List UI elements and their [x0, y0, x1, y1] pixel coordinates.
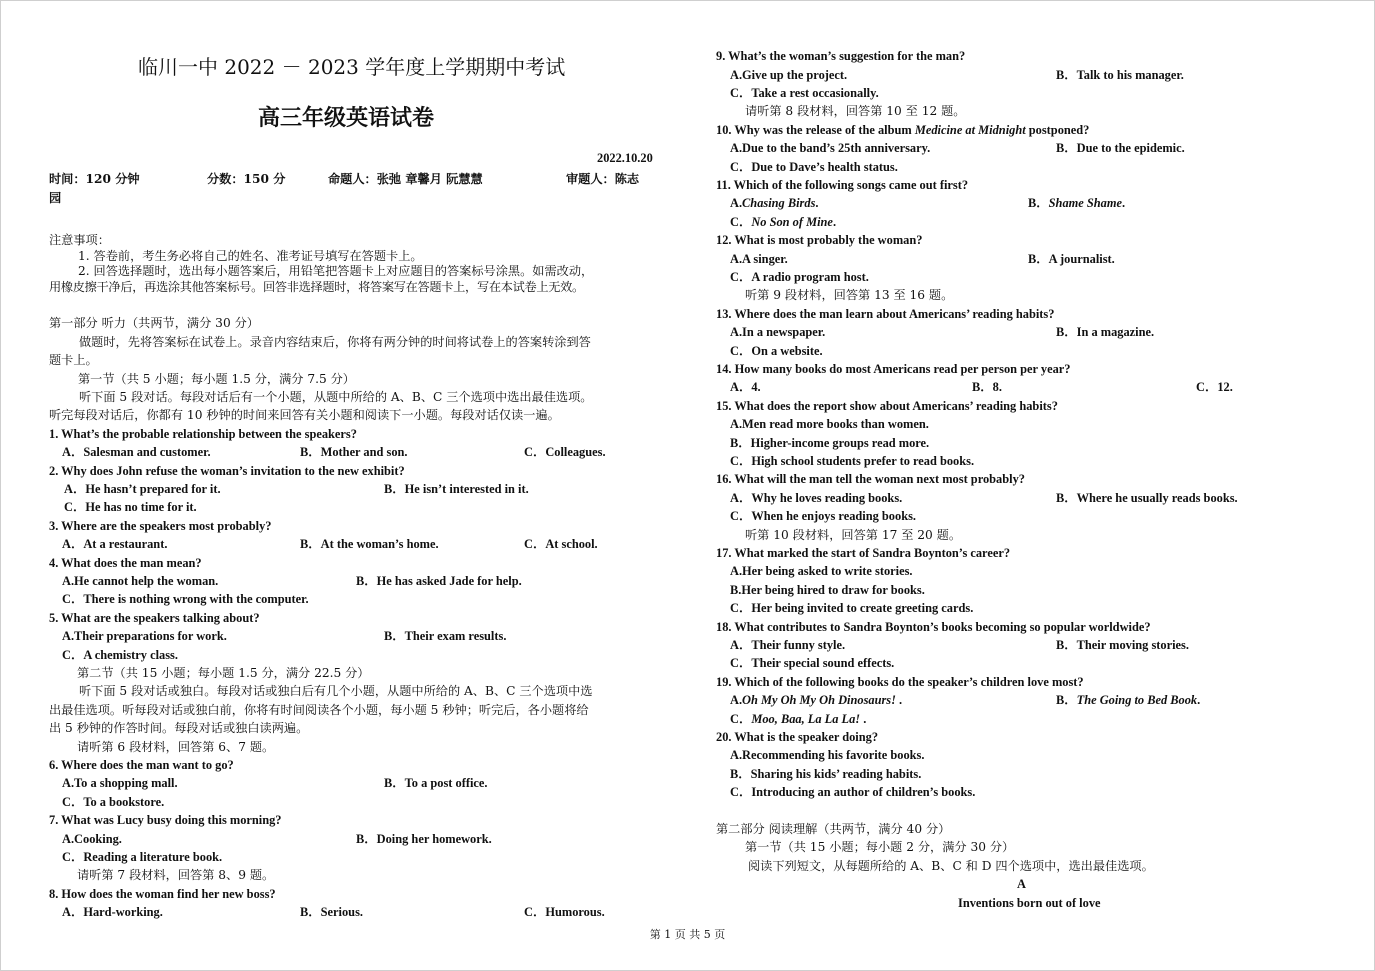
question-12-option-b: B．A journalist.: [1028, 252, 1115, 266]
question-14-option-a: A．4.: [730, 380, 761, 394]
question-4: 4. What does the man mean?: [49, 556, 202, 570]
exam-reviewer-cont: 园: [49, 191, 62, 205]
exam-subtitle: 高三年级英语试卷: [258, 105, 435, 131]
question-19-option-a: A.Oh My Oh My Oh Dinosaurs! .: [730, 693, 903, 707]
exam-date: 2022.10.20: [597, 151, 653, 165]
part2-title: 第二部分 阅读理解（共两节，满分 40 分）: [716, 822, 951, 836]
question-17: 17. What marked the start of Sandra Boynton’s career?: [716, 546, 1011, 560]
question-10-option-c: C．Due to Dave’s health status.: [730, 160, 898, 174]
question-8-option-c: C．Humorous.: [524, 905, 605, 919]
question-5-option-b: B．Their exam results.: [384, 629, 507, 643]
notice-title: 注意事项：: [49, 233, 110, 247]
notice-item-2: 2. 回答选择题时，选出每小题答案后，用铅笔把答题卡上对应题目的答案标号涂黑。如需改动，: [78, 264, 594, 278]
question-10-album: Medicine at Midnight: [914, 123, 1026, 137]
material-8-instruction: 请听第 8 段材料，回答第 10 至 12 题。: [745, 104, 966, 118]
passage-label: A: [1017, 877, 1026, 891]
question-20: 20. What is the speaker doing?: [716, 730, 879, 744]
question-5-option-c: C．A chemistry class.: [62, 648, 178, 662]
question-3-option-b: B．At the woman’s home.: [300, 537, 439, 551]
part1-sec1-title: 第一节（共 5 小题；每小题 1.5 分，满分 7.5 分）: [78, 372, 355, 386]
question-15-option-a: A.Men read more books than women.: [730, 417, 929, 431]
option-label: B．: [1056, 693, 1077, 707]
question-18-option-c: C．Their special sound effects.: [730, 656, 895, 670]
question-12: 12. What is most probably the woman?: [716, 233, 923, 247]
question-5-option-a: A.Their preparations for work.: [62, 629, 227, 643]
question-7-option-b: B．Doing her homework.: [356, 832, 492, 846]
book-title: Oh My Oh My Oh Dinosaurs!: [742, 693, 896, 707]
question-6: 6. Where does the man want to go?: [49, 758, 234, 772]
question-16-option-b: B．Where he usually reads books.: [1056, 491, 1238, 505]
option-label: C．: [730, 215, 752, 229]
question-15-option-b: B．Higher-income groups read more.: [730, 436, 930, 450]
part1-intro-2: 题卡上。: [49, 353, 98, 367]
question-18-option-b: B．Their moving stories.: [1056, 638, 1189, 652]
question-7-option-c: C．Reading a literature book.: [62, 850, 223, 864]
question-11-option-c: C．No Son of Mine.: [730, 215, 837, 229]
question-3-option-a: A．At a restaurant.: [62, 537, 168, 551]
material-6-instruction: 请听第 6 段材料，回答第 6、7 题。: [77, 740, 275, 754]
question-19-option-b: B．The Going to Bed Book.: [1056, 693, 1201, 707]
question-2: 2. Why does John refuse the woman’s invitation to the new exhibit?: [49, 464, 405, 478]
question-15-option-c: C．High school students prefer to read books.: [730, 454, 975, 468]
question-9-option-b: B．Talk to his manager.: [1056, 68, 1184, 82]
question-17-option-a: A.Her being asked to write stories.: [730, 564, 913, 578]
exam-time: 时间：120 分钟: [49, 172, 140, 186]
notice-item-2-cont: 用橡皮擦干净后，再选涂其他答案标号。回答非选择题时，将答案写在答题卡上，写在本试卷上无效。: [49, 280, 584, 294]
question-19: 19. Which of the following books do the speaker’s children love most?: [716, 675, 1084, 689]
question-7-option-a: A.Cooking.: [62, 832, 122, 846]
question-3-option-c: C．At school.: [524, 537, 598, 551]
question-18: 18. What contributes to Sandra Boynton’s books becoming so popular worldwide?: [716, 620, 1151, 634]
question-6-option-c: C．To a bookstore.: [62, 795, 165, 809]
question-2-option-b: B．He isn’t interested in it.: [384, 482, 529, 496]
question-7: 7. What was Lucy busy doing this morning?: [49, 813, 282, 827]
question-8-option-a: A．Hard-working.: [62, 905, 163, 919]
question-4-option-a: A.He cannot help the woman.: [62, 574, 219, 588]
part1-sec2-intro-3: 出 5 秒钟的作答时间。每段对话或独白读两遍。: [49, 721, 309, 735]
material-10-instruction: 听第 10 段材料，回答第 17 至 20 题。: [745, 528, 962, 542]
part1-title: 第一部分 听力（共两节，满分 30 分）: [49, 316, 259, 330]
part2-sec1-title: 第一节（共 15 小题；每小题 2 分，满分 30 分）: [745, 840, 1015, 854]
material-9-instruction: 听第 9 段材料，回答第 13 至 16 题。: [745, 288, 954, 302]
part1-sec2-title: 第二节（共 15 小题；每小题 1.5 分，满分 22.5 分）: [77, 666, 370, 680]
question-4-option-c: C．There is nothing wrong with the computer.: [62, 592, 309, 606]
question-3: 3. Where are the speakers most probably?: [49, 519, 272, 533]
question-16-option-c: C．When he enjoys reading books.: [730, 509, 917, 523]
part1-sec2-intro-1: 听下面 5 段对话或独白。每段对话或独白后有几个小题，从题中所给的 A、B、C 三个选项中选: [79, 684, 593, 698]
question-13-option-a: A.In a newspaper.: [730, 325, 826, 339]
book-title: The Going to Bed Book: [1076, 693, 1198, 707]
part1-sec1-intro-1: 听下面 5 段对话。每段对话后有一个小题，从题中所给的 A、B、C 三个选项中选出最佳选项。: [79, 390, 593, 404]
question-10-text: 10. Why was the release of the album: [716, 123, 915, 137]
question-6-option-a: A.To a shopping mall.: [62, 776, 178, 790]
song-title: Chasing Birds: [742, 196, 816, 210]
option-label: A.: [730, 196, 743, 210]
question-10-option-a: A.Due to the band’s 25th anniversary.: [730, 141, 931, 155]
question-10-text-end: postponed?: [1025, 123, 1090, 137]
notice-item-1: 1. 答卷前，考生务必将自己的姓名、准考证号填写在答题卡上。: [78, 249, 423, 263]
passage-title: Inventions born out of love: [958, 896, 1101, 910]
question-1-option-c: C．Colleagues.: [524, 445, 606, 459]
part2-intro: 阅读下列短文，从每题所给的 A、B、C 和 D 四个选项中，选出最佳选项。: [748, 859, 1154, 873]
question-9: 9. What’s the woman’s suggestion for the man?: [716, 49, 966, 63]
question-14-option-b: B．8.: [972, 380, 1002, 394]
question-20-option-b: B．Sharing his kids’ reading habits.: [730, 767, 922, 781]
question-9-option-a: A.Give up the project.: [730, 68, 848, 82]
question-1-option-b: B．Mother and son.: [300, 445, 408, 459]
question-17-option-c: C．Her being invited to create greeting cards.: [730, 601, 974, 615]
question-20-option-c: C．Introducing an author of children’s books.: [730, 785, 976, 799]
question-11-option-a: A.Chasing Birds.: [730, 196, 819, 210]
question-9-option-c: C．Take a rest occasionally.: [730, 86, 879, 100]
question-15: 15. What does the report show about Americans’ reading habits?: [716, 399, 1058, 413]
question-8: 8. How does the woman find her new boss?: [49, 887, 276, 901]
question-16: 16. What will the man tell the woman next most probably?: [716, 472, 1025, 486]
material-7-instruction: 请听第 7 段材料，回答第 8、9 题。: [77, 868, 275, 882]
question-14-option-c: C．12.: [1196, 380, 1233, 394]
question-20-option-a: A.Recommending his favorite books.: [730, 748, 925, 762]
question-1-option-a: A．Salesman and customer.: [62, 445, 211, 459]
option-label: A.: [730, 693, 743, 707]
exam-authors: 命题人：张弛 章馨月 阮慧慧: [328, 172, 483, 186]
question-11-option-b: B．Shame Shame.: [1028, 196, 1126, 210]
exam-title: 临川一中 2022 － 2023 学年度上学期期中考试: [138, 55, 566, 79]
page-footer: 第 1 页 共 5 页: [649, 928, 726, 941]
question-13-option-b: B．In a magazine.: [1056, 325, 1155, 339]
question-10-option-b: B．Due to the epidemic.: [1056, 141, 1185, 155]
question-10: [716, 122, 1089, 138]
part1-sec2-intro-2: 出最佳选项。听每段对话或独白前，你将有时间阅读各个小题，每小题 5 秒钟；听完后，各小题将给: [49, 703, 589, 717]
question-12-option-a: A.A singer.: [730, 252, 788, 266]
question-16-option-a: A．Why he loves reading books.: [730, 491, 903, 505]
question-2-option-a: A．He hasn’t prepared for it.: [64, 482, 221, 496]
question-11: 11. Which of the following songs came out first?: [716, 178, 969, 192]
question-2-option-c: C．He has no time for it.: [64, 500, 197, 514]
part1-sec1-intro-2: 听完每段对话后，你都有 10 秒钟的时间来回答有关小题和阅读下一小题。每段对话仅读一遍。: [49, 408, 560, 422]
song-title: Shame Shame: [1048, 196, 1122, 210]
song-title: No Son of Mine: [751, 215, 833, 229]
book-title: Moo, Baa, La La La!: [751, 712, 861, 726]
question-19-option-c: C．Moo, Baa, La La La! .: [730, 712, 867, 726]
option-label: B．: [1028, 196, 1049, 210]
part1-intro-1: 做题时，先将答案标在试卷上。录音内容结束后，你将有两分钟的时间将试卷上的答案转涂到答: [79, 335, 591, 349]
question-17-option-b: B.Her being hired to draw for books.: [730, 583, 925, 597]
question-4-option-b: B．He has asked Jade for help.: [356, 574, 522, 588]
exam-reviewer: 审题人：陈志: [566, 172, 640, 186]
question-18-option-a: A．Their funny style.: [730, 638, 846, 652]
question-5: 5. What are the speakers talking about?: [49, 611, 260, 625]
question-1: 1. What’s the probable relationship between the speakers?: [49, 427, 357, 441]
question-14: 14. How many books do most Americans read per person per year?: [716, 362, 1071, 376]
question-13: 13. Where does the man learn about Americans’ reading habits?: [716, 307, 1055, 321]
exam-score: 分数：150 分: [207, 172, 286, 186]
question-12-option-c: C．A radio program host.: [730, 270, 869, 284]
question-6-option-b: B．To a post office.: [384, 776, 488, 790]
question-13-option-c: C．On a website.: [730, 344, 823, 358]
question-8-option-b: B．Serious.: [300, 905, 363, 919]
option-label: C．: [730, 712, 752, 726]
